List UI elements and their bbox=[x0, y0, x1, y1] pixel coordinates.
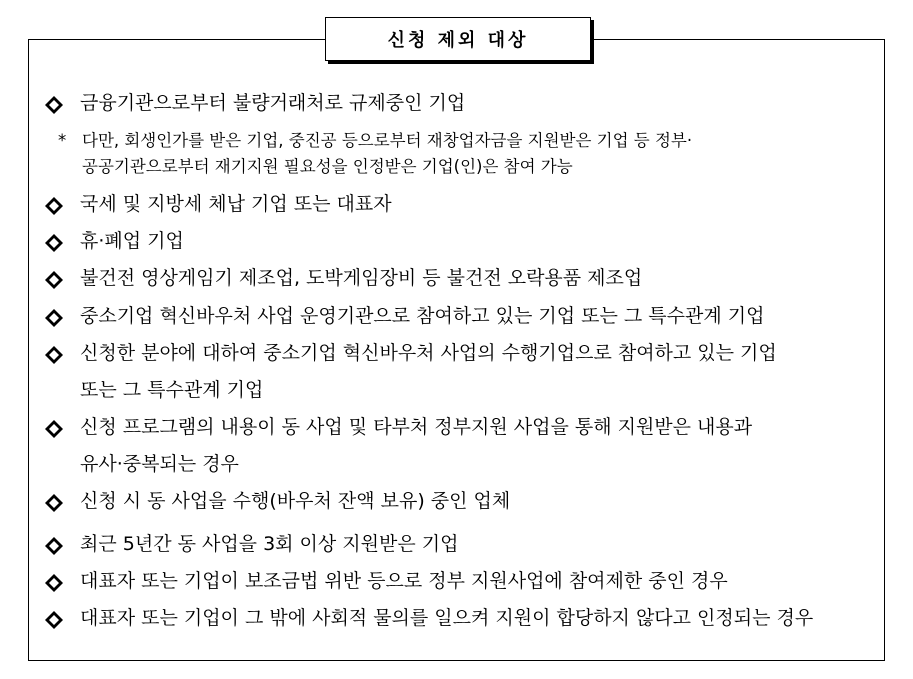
diamond-bullet-icon bbox=[44, 419, 64, 439]
note-marker: * bbox=[58, 131, 67, 150]
title-box bbox=[325, 17, 591, 61]
list-item-text: 불건전 영상게임기 제조업, 도박게임장비 등 불건전 오락용품 제조업 bbox=[80, 267, 643, 289]
page-title: 신청 제외 대상 bbox=[387, 30, 529, 51]
list-item-text: 대표자 또는 기업이 보조금법 위반 등으로 정부 지원사업에 참여제한 중인 경우 bbox=[80, 570, 728, 592]
diamond-bullet-icon bbox=[44, 573, 64, 593]
list-item-text: 최근 5년간 동 사업을 3회 이상 지원받은 기업 bbox=[80, 533, 459, 555]
list-item-text: 신청 프로그램의 내용이 동 사업 및 타부처 정부지원 사업을 통해 지원받은 내용과 bbox=[80, 416, 753, 438]
diamond-bullet-icon bbox=[44, 233, 64, 253]
note-line: 다만, 회생인가를 받은 기업, 중진공 등으로부터 재창업자금을 지원받은 기업 등 정부· bbox=[82, 131, 693, 150]
note-line: 공공기관으로부터 재기지원 필요성을 인정받은 기업(인)은 참여 가능 bbox=[82, 157, 573, 176]
diamond-bullet-icon bbox=[44, 345, 64, 365]
diamond-bullet-icon bbox=[44, 270, 64, 290]
list-item-text: 휴·폐업 기업 bbox=[80, 230, 184, 252]
list-item-text: 국세 및 지방세 체납 기업 또는 대표자 bbox=[80, 193, 392, 215]
diamond-bullet-icon bbox=[44, 196, 64, 216]
diamond-bullet-icon bbox=[44, 308, 64, 328]
list-item-text: 대표자 또는 기업이 그 밖에 사회적 물의를 일으켜 지원이 합당하지 않다고 인정되는 경우 bbox=[80, 607, 814, 629]
list-item-text: 신청한 분야에 대하여 중소기업 혁신바우처 사업의 수행기업으로 참여하고 있는 기업 bbox=[80, 342, 777, 364]
list-item-text: 유사·중복되는 경우 bbox=[80, 453, 239, 475]
list-item-text: 신청 시 동 사업을 수행(바우처 잔액 보유) 중인 업체 bbox=[80, 490, 511, 512]
list-item-text: 금융기관으로부터 불량거래처로 규제중인 기업 bbox=[80, 92, 466, 114]
diamond-bullet-icon bbox=[44, 493, 64, 513]
diamond-bullet-icon bbox=[44, 95, 64, 115]
diamond-bullet-icon bbox=[44, 536, 64, 556]
diamond-bullet-icon bbox=[44, 610, 64, 630]
list-item-text: 또는 그 특수관계 기업 bbox=[80, 379, 264, 401]
list-item-text: 중소기업 혁신바우처 사업 운영기관으로 참여하고 있는 기업 또는 그 특수관계 기업 bbox=[80, 305, 765, 327]
